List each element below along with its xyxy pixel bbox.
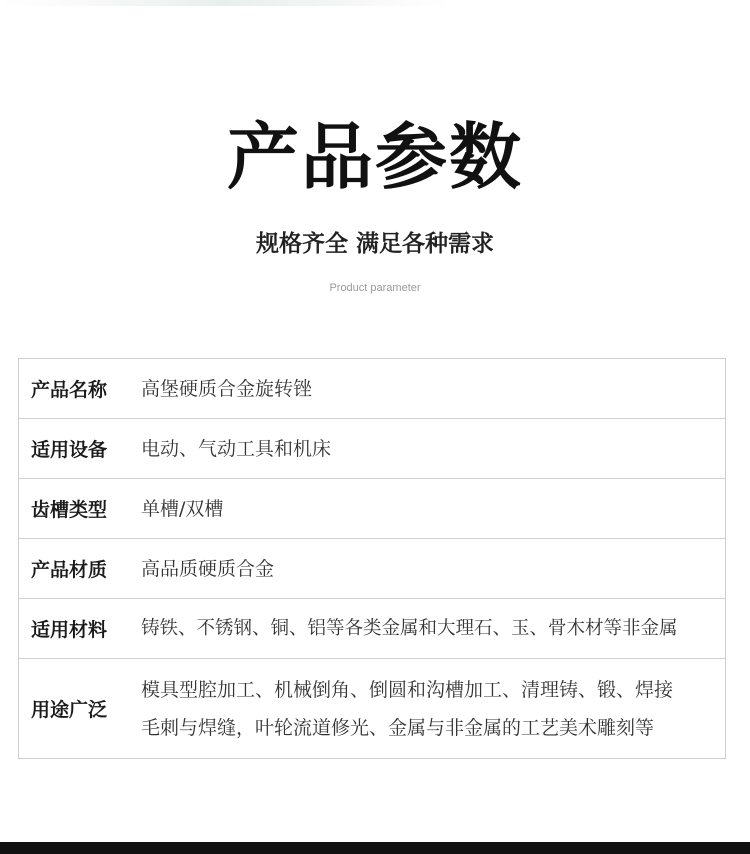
spec-value: 电动、气动工具和机床 — [141, 437, 332, 460]
spec-row-applications — [19, 659, 725, 758]
spec-label: 产品名称 — [31, 379, 108, 401]
spec-row-equipment — [19, 419, 725, 479]
spec-row-product-name — [19, 359, 725, 419]
spec-table — [18, 358, 726, 759]
page-title: 产品参数 — [226, 115, 523, 199]
spec-value — [141, 671, 725, 747]
spec-value-line: 毛刺与焊缝，叶轮流道修光、金属与非金属的工艺美术雕刻等 — [141, 716, 655, 739]
spec-value-line: 模具型腔加工、机械倒角、倒圆和沟槽加工、清理铸、锻、焊接 — [141, 678, 674, 701]
spec-row-material — [19, 539, 725, 599]
spec-label: 用途广泛 — [31, 699, 108, 721]
spec-label: 齿槽类型 — [31, 499, 108, 521]
spec-label: 适用设备 — [31, 439, 108, 461]
spec-value: 单槽/双槽 — [141, 497, 224, 520]
spec-label: 产品材质 — [31, 559, 108, 581]
bottom-bar — [0, 842, 750, 854]
spec-row-applicable-materials — [19, 599, 725, 659]
english-subtitle: Product parameter — [329, 282, 421, 294]
page-subtitle: 规格齐全 满足各种需求 — [255, 231, 494, 257]
spec-value: 高堡硬质合金旋转锉 — [141, 377, 313, 400]
spec-row-groove-type — [19, 479, 725, 539]
top-decorative-strip — [0, 0, 750, 6]
spec-value: 铸铁、不锈钢、铜、铝等各类金属和大理石、玉、骨木材等非金属 — [141, 617, 678, 639]
spec-value: 高品质硬质合金 — [141, 557, 275, 580]
spec-label: 适用材料 — [31, 619, 108, 641]
